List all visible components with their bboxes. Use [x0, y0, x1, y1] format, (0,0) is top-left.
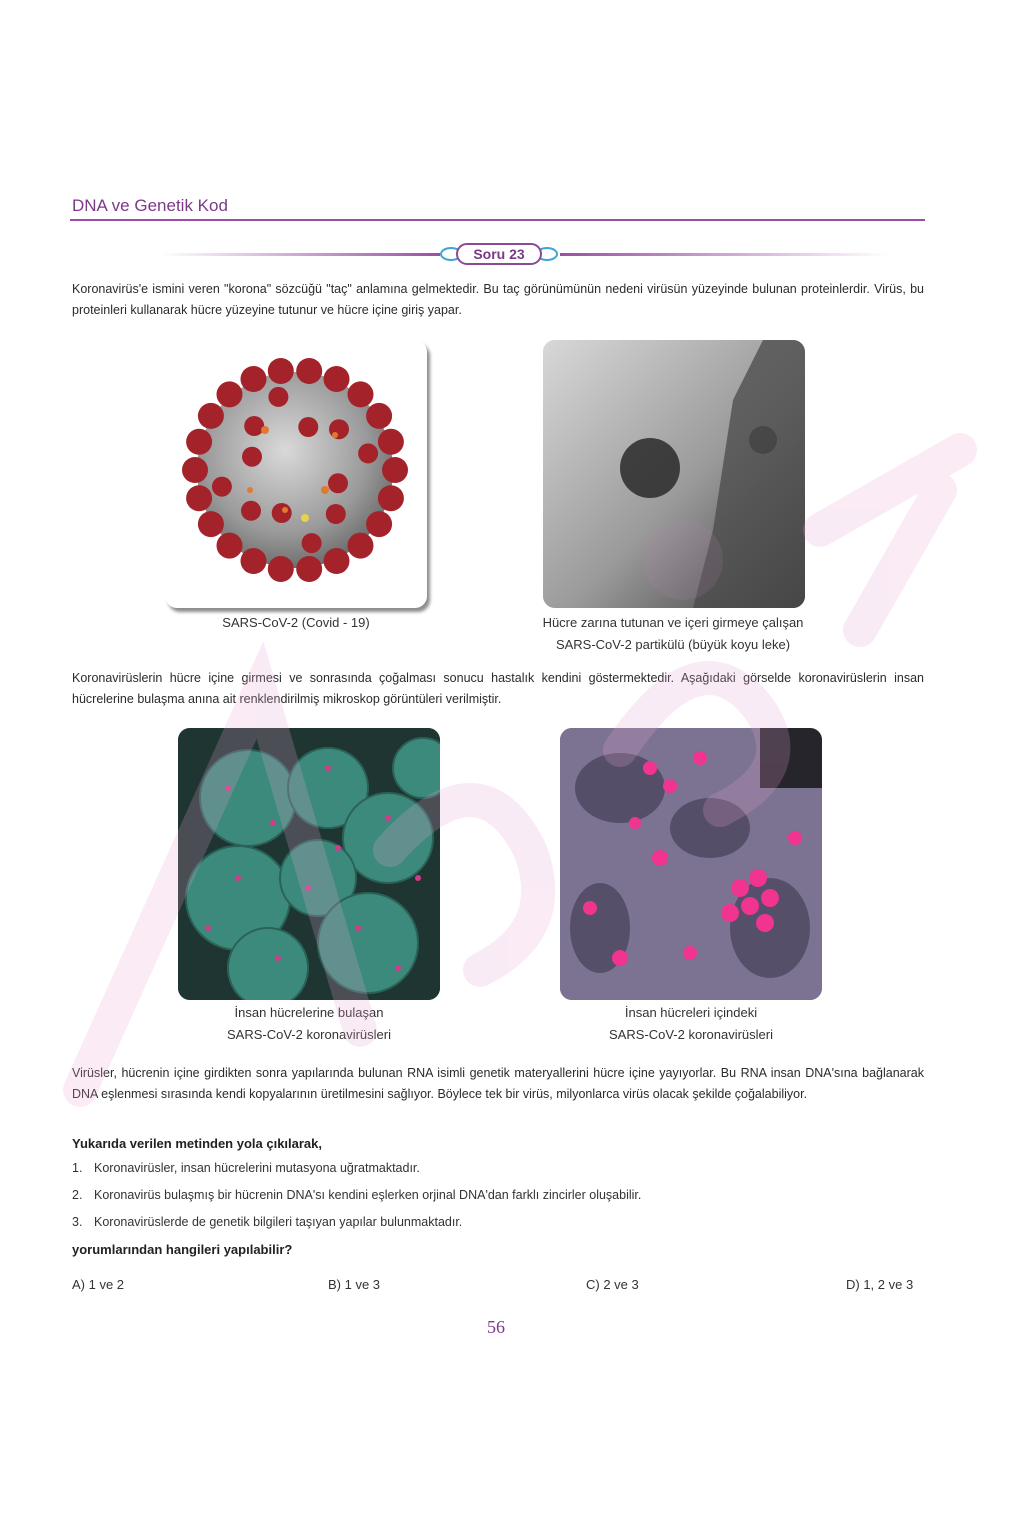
spike-protein-icon	[296, 358, 322, 384]
spike-protein-icon	[378, 429, 404, 455]
badge-line-right	[560, 253, 890, 256]
spike-protein-icon	[298, 417, 318, 437]
question-ending: yorumlarından hangileri yapılabilir?	[72, 1242, 293, 1257]
statement-item	[72, 1161, 420, 1175]
question-badge	[438, 241, 560, 267]
chapter-title: DNA ve Genetik Kod	[72, 196, 228, 215]
spike-protein-icon	[186, 485, 212, 511]
caption-infected-cell	[178, 1002, 440, 1046]
caption-line: SARS-CoV-2 koronavirüsleri	[608, 1027, 773, 1042]
intracellular-virus-graphic	[560, 728, 822, 1000]
middle-paragraph: Koronavirüslerin hücre içine girmesi ve sonrasında çoğalması sonucu hastalık kendini göstermektedir. Aşağıdaki görselde koronavirüslerin insan hücrelerine bulaşma anına ait renklendirilmiş mikroskop görüntüleri verilmiştir.	[72, 671, 924, 706]
spike-protein-icon	[329, 419, 349, 439]
spike-protein-icon	[244, 416, 264, 436]
caption-line: SARS-CoV-2 koronavirüsleri	[226, 1027, 391, 1042]
caption-line: SARS-CoV-2 (Covid - 19)	[222, 615, 370, 630]
statement-number: 2.	[72, 1188, 83, 1202]
body-paragraph: Virüsler, hücrenin içine girdikten sonra yapılarında bulunan RNA isimli genetik materyallerini hücre içine yayıyorlar. Bu RNA insan DNA'sına bağlanarak DNA eşlenmesi sırasında kendi kopyalarının üretilmesini sağlıyor. Böylece tek bir virüs, milyonlarca virüs olacak şekilde çoğalabiliyor.	[72, 1066, 924, 1101]
spike-protein-icon	[272, 503, 292, 523]
spike-protein-icon	[302, 533, 322, 553]
spike-protein-icon	[366, 403, 392, 429]
caption-line: SARS-CoV-2 partikülü (büyük koyu leke)	[555, 637, 791, 652]
question-prompt: Yukarıda verilen metinden yola çıkılarak,	[72, 1136, 323, 1151]
spike-protein-icon	[366, 511, 392, 537]
spike-protein-icon	[241, 501, 261, 521]
statement-text: Koronavirüs bulaşmış bir hücrenin DNA'sı kendini eşlerken orjinal DNA'dan farklı zincirler oluşabilir.	[94, 1188, 642, 1202]
caption-tem-micrograph	[500, 612, 846, 656]
statement-item	[72, 1188, 641, 1202]
caption-line: İnsan hücreleri içindeki	[624, 1005, 758, 1020]
spike-protein-icon	[198, 511, 224, 537]
spike-protein-icon	[182, 457, 208, 483]
option-a[interactable]: A) 1 ve 2	[72, 1277, 125, 1292]
statement-number: 3.	[72, 1215, 83, 1229]
spike-protein-icon	[198, 403, 224, 429]
statement-number: 1.	[72, 1161, 83, 1175]
coronavirus-model-image	[165, 340, 427, 608]
header-divider	[70, 219, 925, 221]
spike-protein-icon	[324, 366, 350, 392]
spike-protein-icon	[241, 548, 267, 574]
infected-cell-sem-graphic	[178, 728, 440, 1000]
caption-intracellular-virus	[560, 1002, 822, 1046]
spike-protein-icon	[328, 473, 348, 493]
spike-protein-icon	[241, 366, 267, 392]
spike-protein-icon	[186, 429, 212, 455]
infected-cell-sem-image	[178, 728, 440, 1000]
spike-protein-icon	[217, 533, 243, 559]
spike-protein-icon	[378, 485, 404, 511]
option-d[interactable]: D) 1, 2 ve 3	[846, 1277, 914, 1292]
spike-protein-icon	[268, 556, 294, 582]
coronavirus-model-graphic	[165, 340, 427, 608]
spike-protein-icon	[324, 548, 350, 574]
page-number: 56	[487, 1317, 505, 1337]
intro-paragraph: Koronavirüs'e ismini veren "korona" sözcüğü "taç" anlamına gelmektedir. Bu taç görünümünün nedeni virüsün yüzeyinde bulunan proteinlerdir. Virüs, bu proteinleri kullanarak hücre yüzeyine tutunur ve hücre içine giriş yapar.	[72, 282, 924, 317]
spike-protein-icon	[242, 447, 262, 467]
spike-protein-icon	[358, 443, 378, 463]
statement-text: Koronavirüslerde de genetik bilgileri taşıyan yapılar bulunmaktadır.	[94, 1215, 463, 1229]
statement-text: Koronavirüsler, insan hücrelerini mutasyona uğratmaktadır.	[94, 1161, 420, 1175]
question-number: Soru 23	[456, 243, 542, 265]
spike-protein-icon	[268, 358, 294, 384]
caption-line: Hücre zarına tutunan ve içeri girmeye çalışan	[542, 615, 804, 630]
tem-micrograph-graphic	[543, 340, 805, 608]
intracellular-virus-image	[560, 728, 822, 1000]
badge-line-left	[160, 253, 440, 256]
spike-protein-icon	[212, 477, 232, 497]
caption-line: İnsan hücrelerine bulaşan	[234, 1005, 384, 1020]
spike-protein-icon	[326, 504, 346, 524]
tem-micrograph-image	[543, 340, 805, 608]
spike-protein-icon	[348, 381, 374, 407]
option-b[interactable]: B) 1 ve 3	[328, 1277, 381, 1292]
spike-protein-icon	[296, 556, 322, 582]
spike-protein-icon	[348, 533, 374, 559]
spike-protein-icon	[268, 387, 288, 407]
caption-coronavirus-model	[165, 612, 427, 634]
spike-protein-icon	[382, 457, 408, 483]
option-c[interactable]: C) 2 ve 3	[586, 1277, 639, 1292]
spike-protein-icon	[217, 381, 243, 407]
statement-item	[72, 1215, 462, 1229]
